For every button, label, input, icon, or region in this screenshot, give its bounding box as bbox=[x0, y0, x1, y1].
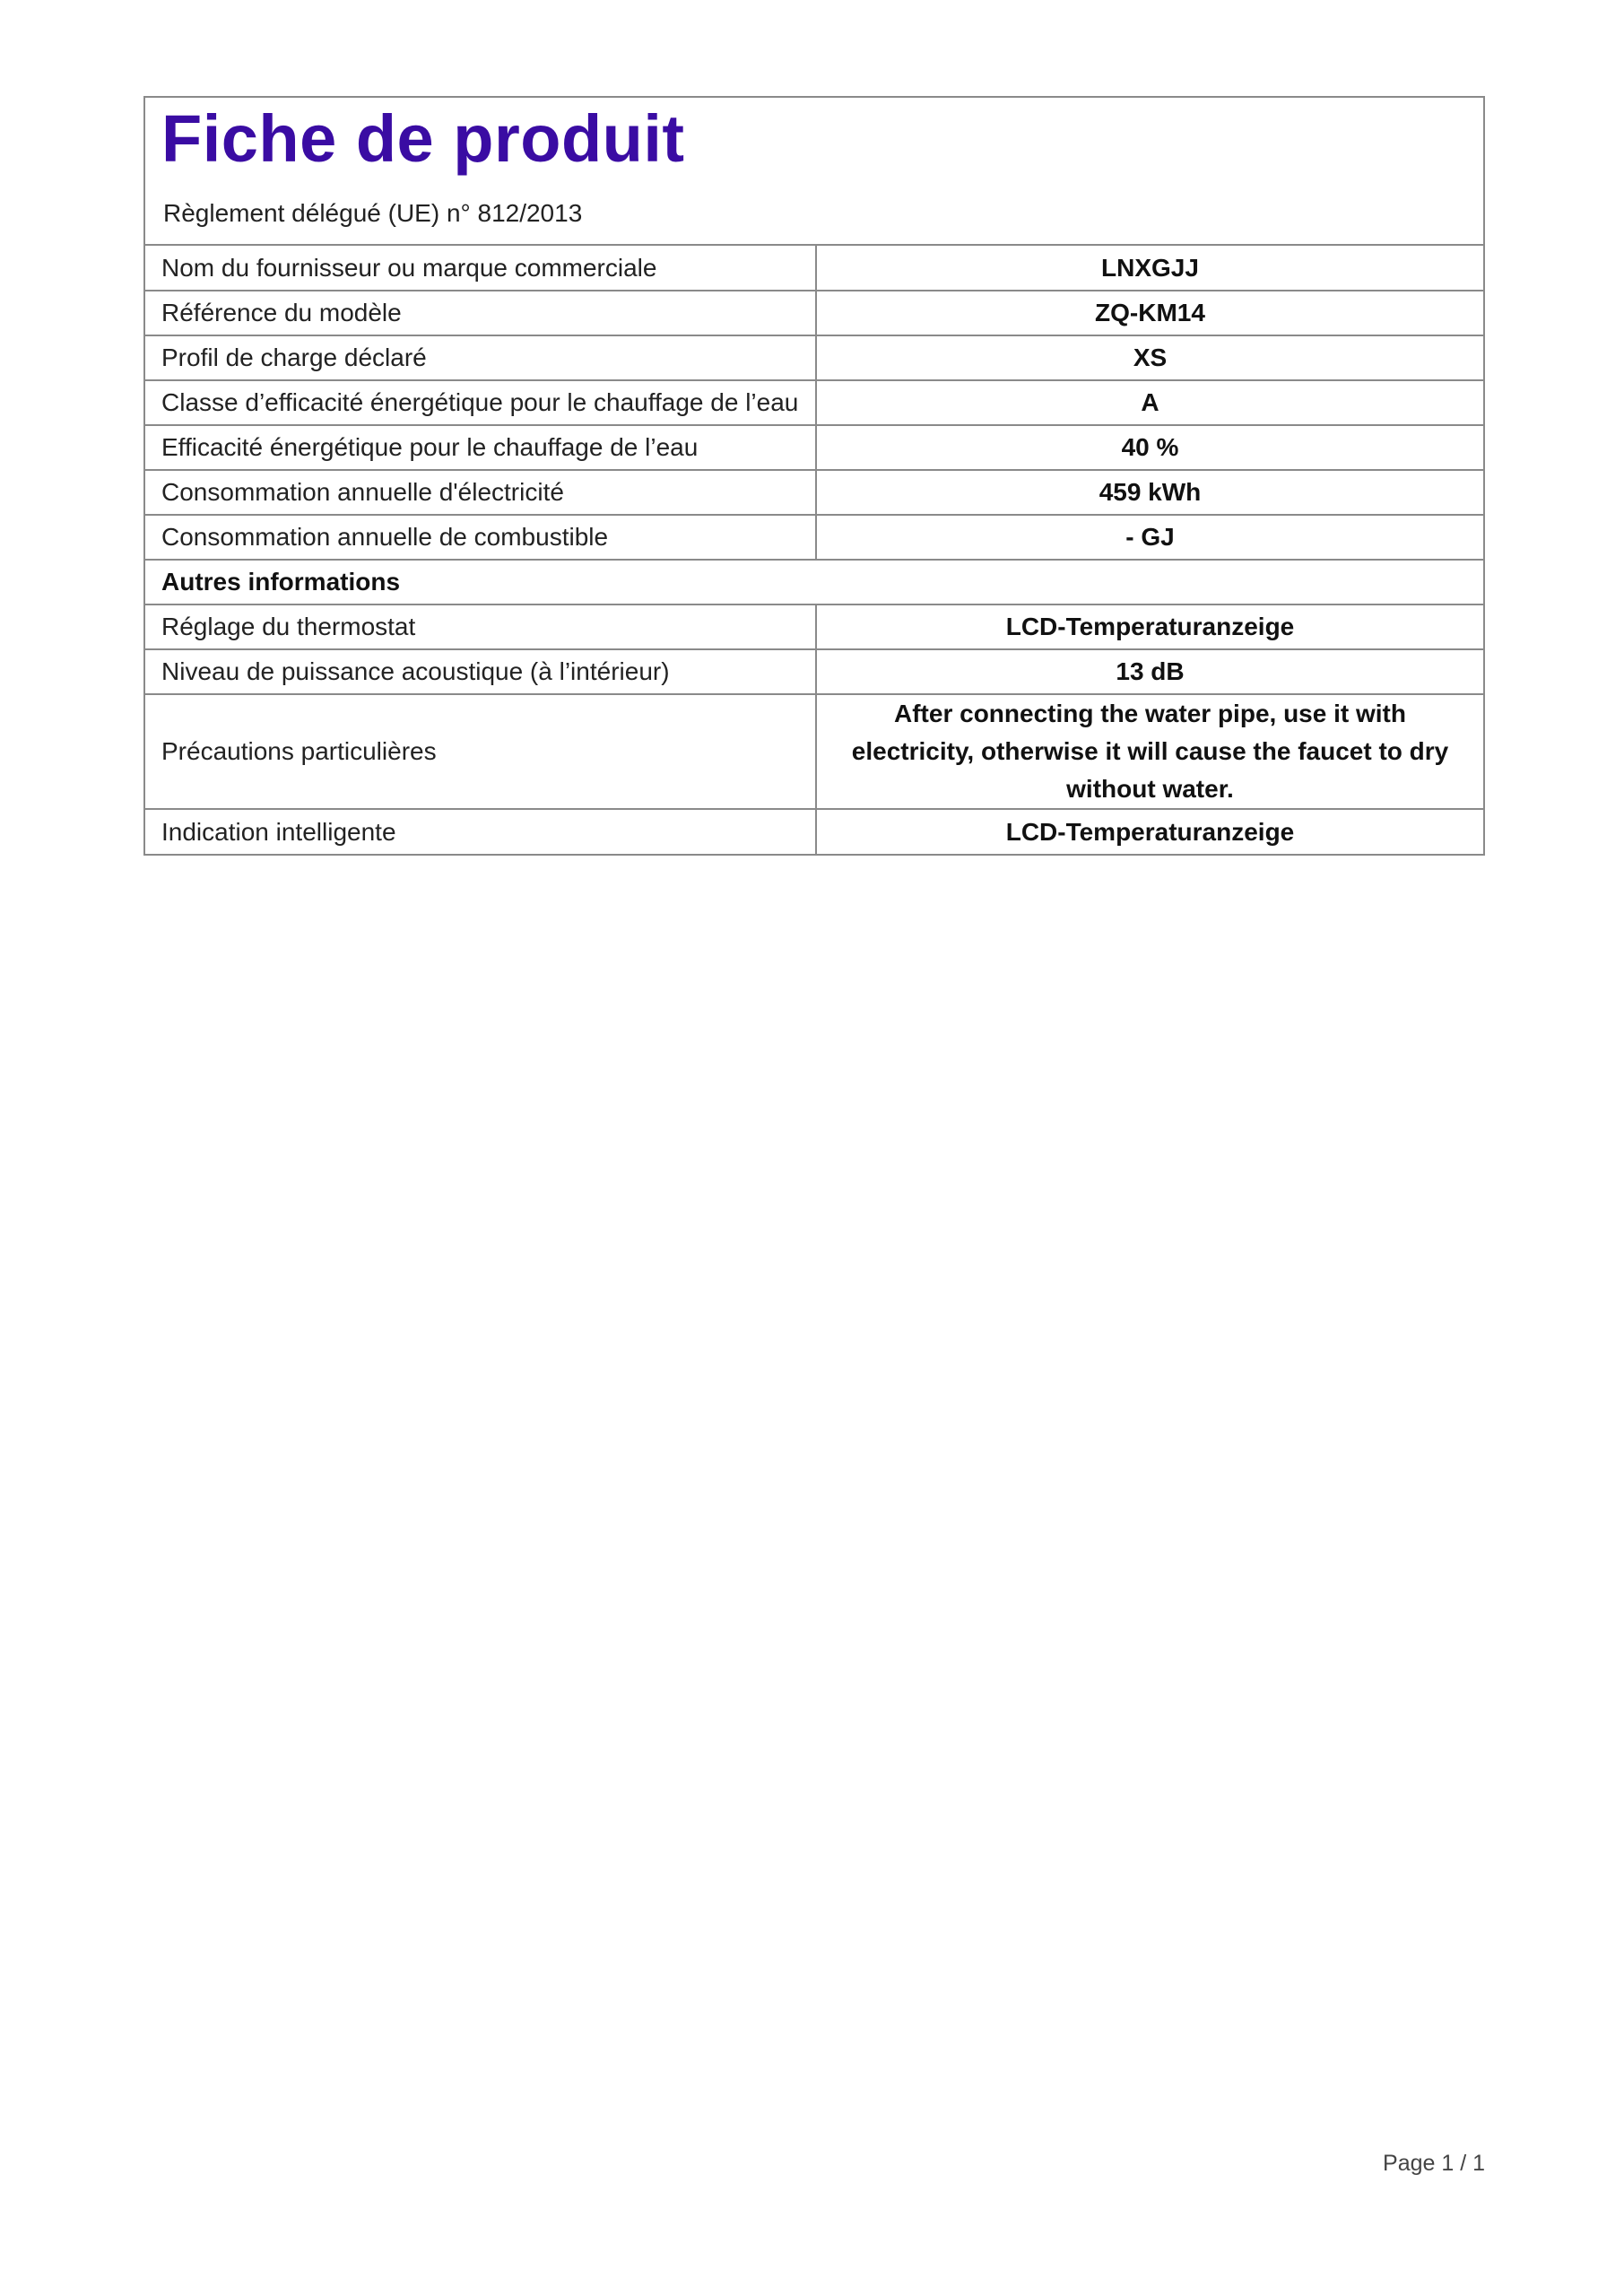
row-value: 13 dB bbox=[816, 649, 1483, 694]
row-value: XS bbox=[816, 335, 1483, 380]
row-label: Consommation annuelle de combustible bbox=[145, 515, 816, 560]
table-row bbox=[145, 470, 1483, 515]
section-title: Autres informations bbox=[145, 560, 1483, 604]
section-header-row bbox=[145, 560, 1483, 604]
product-sheet bbox=[143, 96, 1485, 856]
table-row bbox=[145, 649, 1483, 694]
sheet-header bbox=[145, 98, 1483, 246]
row-label: Niveau de puissance acoustique (à l’intérieur) bbox=[145, 649, 816, 694]
row-label: Précautions particulières bbox=[145, 694, 816, 809]
table-row bbox=[145, 335, 1483, 380]
table-row bbox=[145, 809, 1483, 854]
table-row bbox=[145, 380, 1483, 425]
row-value: LCD-Temperaturanzeige bbox=[1005, 817, 1295, 846]
table-row bbox=[145, 291, 1483, 335]
row-label: Indication intelligente bbox=[145, 809, 816, 854]
spec-table bbox=[145, 246, 1483, 854]
row-value: ZQ-KM14 bbox=[816, 291, 1483, 335]
row-value: LNXGJJ bbox=[816, 246, 1483, 291]
table-row bbox=[145, 604, 1483, 649]
row-label: Référence du modèle bbox=[145, 291, 816, 335]
table-row bbox=[145, 425, 1483, 470]
page-number: Page 1 / 1 bbox=[1383, 2151, 1485, 2176]
row-label: Nom du fournisseur ou marque commerciale bbox=[145, 246, 816, 291]
page-title: Fiche de produit bbox=[161, 101, 685, 176]
regulation-subtitle: Règlement délégué (UE) n° 812/2013 bbox=[163, 199, 583, 227]
row-value: 40 % bbox=[816, 425, 1483, 470]
row-label: Profil de charge déclaré bbox=[145, 335, 816, 380]
row-label: Consommation annuelle d'électricité bbox=[145, 470, 816, 515]
row-value: 459 kWh bbox=[816, 470, 1483, 515]
row-label: Efficacité énergétique pour le chauffage de l’eau bbox=[145, 425, 816, 470]
table-row bbox=[145, 515, 1483, 560]
row-label: Classe d’efficacité énergétique pour le chauffage de l’eau bbox=[145, 380, 816, 425]
row-label: Réglage du thermostat bbox=[145, 604, 816, 649]
row-value: LCD-Temperaturanzeige bbox=[816, 604, 1483, 649]
row-value: A bbox=[816, 380, 1483, 425]
row-value: - GJ bbox=[816, 515, 1483, 560]
table-row bbox=[145, 694, 1483, 809]
table-row bbox=[145, 246, 1483, 291]
row-value: After connecting the water pipe, use it with electricity, otherwise it will cause the faucet to dry without water. bbox=[816, 694, 1483, 809]
